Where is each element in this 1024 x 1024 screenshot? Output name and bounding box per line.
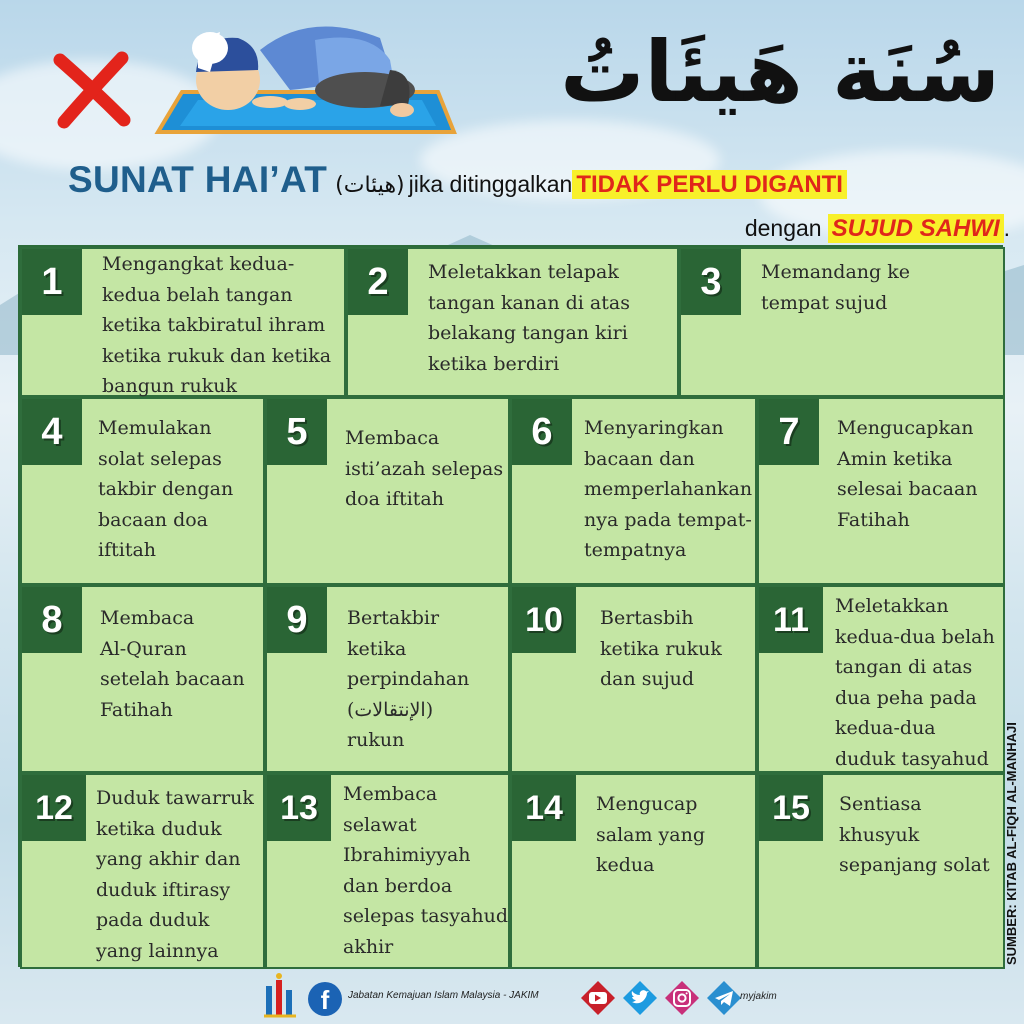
item-description-line: iftitah xyxy=(98,539,157,561)
item-description-line: Membaca xyxy=(343,783,438,805)
item-description-line: isti’azah selepas xyxy=(345,457,504,480)
subtitle-line-2 xyxy=(745,210,1010,249)
twitter-icon[interactable] xyxy=(622,980,658,1016)
sunat-item-10 xyxy=(510,585,757,773)
item-description xyxy=(345,423,503,515)
sunat-item-4 xyxy=(20,397,265,585)
item-description-line: doa iftitah xyxy=(345,488,444,510)
item-description-line: selepas tasyahud xyxy=(343,905,509,927)
sunat-item-12 xyxy=(20,773,265,969)
item-number-badge: 11 xyxy=(759,587,823,653)
item-description-line: yang akhir dan xyxy=(96,848,241,870)
item-description-line: tempat sujud xyxy=(761,291,888,314)
item-description xyxy=(98,413,233,566)
item-description xyxy=(100,603,245,725)
footer-handle: myjakim xyxy=(740,991,777,1002)
item-description-line: setelah bacaan xyxy=(100,668,245,690)
item-description-line: kedua belah tangan xyxy=(102,283,293,306)
item-description-line: Sentiasa xyxy=(839,793,922,815)
item-description-line: Menyaringkan xyxy=(584,417,724,439)
sunat-item-5 xyxy=(265,397,510,585)
item-description-line: ketika duduk xyxy=(96,817,222,840)
item-description xyxy=(96,783,254,966)
item-description-line: Al-Quran xyxy=(100,637,187,660)
item-description-line: khusyuk xyxy=(839,823,920,846)
item-description-line: Membaca xyxy=(100,607,195,629)
item-description-line: selesai bacaan xyxy=(837,478,978,500)
footer-org-name: Jabatan Kemajuan Islam Malaysia - JAKIM xyxy=(348,990,539,1001)
item-number-badge: 15 xyxy=(759,775,823,841)
item-description-line: Fatihah xyxy=(100,698,173,721)
item-description-line: Membaca xyxy=(345,427,440,449)
item-description-line: bacaan doa xyxy=(98,508,208,531)
item-description-line: Bertakbir xyxy=(347,607,440,629)
telegram-icon[interactable] xyxy=(706,980,742,1016)
item-description-line: dan berdoa xyxy=(343,874,453,897)
item-description-line: duduk tasyahud xyxy=(835,747,989,770)
item-description xyxy=(761,257,910,318)
item-description xyxy=(343,779,508,962)
sujud-boy-illustration xyxy=(140,10,460,140)
subtitle-arabic: (هيئات) xyxy=(335,173,405,198)
item-description-line: selawat xyxy=(343,813,417,836)
item-description xyxy=(584,413,752,566)
highlight-tidak-perlu-diganti: TIDAK PERLU DIGANTI xyxy=(572,170,847,199)
subtitle-line xyxy=(68,158,1012,209)
item-description-line: sepanjang solat xyxy=(839,854,990,876)
item-description-line: yang lainnya xyxy=(96,939,219,962)
item-number-badge: 14 xyxy=(512,775,576,841)
item-description-line: Bertasbih xyxy=(600,607,694,629)
item-description-line: Mengangkat kedua- xyxy=(102,253,295,275)
item-number-badge: 12 xyxy=(22,775,86,841)
item-description-line: perpindahan xyxy=(347,668,470,690)
item-description-line: ketika rukuk xyxy=(600,637,722,660)
sunat-item-6 xyxy=(510,397,757,585)
sunat-item-7 xyxy=(757,397,1005,585)
item-number-badge: 3 xyxy=(681,249,741,315)
sunat-item-3 xyxy=(679,247,1005,397)
item-description xyxy=(839,789,990,881)
item-description-line: Ibrahimiyyah xyxy=(343,844,471,866)
item-description-line: bacaan dan xyxy=(584,447,695,470)
item-description-line: Meletakkan telapak xyxy=(428,261,619,283)
jakim-logo xyxy=(262,972,298,1018)
subtitle-period: . xyxy=(1003,215,1010,241)
sunat-item-15 xyxy=(757,773,1005,969)
item-description-line: memperlahankan xyxy=(584,478,753,500)
subtitle-dengan: dengan xyxy=(744,215,822,241)
item-number-badge: 9 xyxy=(267,587,327,653)
item-description-line: ketika berdiri xyxy=(428,352,560,375)
sunat-item-13 xyxy=(265,773,510,969)
item-description xyxy=(837,413,978,535)
source-label: SUMBER: KITAB AL-FIQH AL-MANHAJI xyxy=(1004,722,1019,965)
item-description-line: bangun rukuk xyxy=(102,375,237,397)
item-description-line: Memandang ke xyxy=(761,261,910,283)
item-description-line: ketika xyxy=(347,637,407,660)
sunat-item-1 xyxy=(20,247,346,397)
item-number-badge: 6 xyxy=(512,399,572,465)
item-description-line: kedua-dua belah xyxy=(835,625,995,648)
item-number-badge: 7 xyxy=(759,399,819,465)
subtitle-text: jika ditinggalkan xyxy=(408,171,573,197)
highlight-sujud-sahwi: SUJUD SAHWI xyxy=(828,214,1004,243)
item-description-line: tangan di atas xyxy=(835,656,973,678)
sunat-item-11 xyxy=(757,585,1005,773)
item-description-line: Mengucapkan xyxy=(837,417,974,439)
item-description-line: Fatihah xyxy=(837,508,910,531)
item-description-line: dan sujud xyxy=(600,668,695,690)
item-description-line: nya pada tempat- xyxy=(584,508,752,531)
item-description-line: takbir dengan xyxy=(98,478,234,500)
item-description-line: akhir xyxy=(343,935,394,958)
item-description-line: duduk iftirasy xyxy=(96,878,231,901)
item-description-line: rukun xyxy=(347,729,405,751)
subtitle-main: SUNAT HAI’AT xyxy=(68,159,328,200)
item-description-line: (الإنتقالات) xyxy=(347,698,434,721)
youtube-icon[interactable] xyxy=(580,980,616,1016)
item-description-line: Meletakkan xyxy=(835,595,949,617)
item-description-line: tangan kanan di atas xyxy=(428,291,630,314)
item-number-badge: 1 xyxy=(22,249,82,315)
item-description-line: ketika rukuk dan ketika xyxy=(102,344,332,367)
instagram-icon[interactable] xyxy=(664,980,700,1016)
sunat-item-8 xyxy=(20,585,265,773)
sunat-item-9 xyxy=(265,585,510,773)
facebook-icon[interactable]: f xyxy=(308,982,342,1016)
item-description-line: Mengucap xyxy=(596,793,698,815)
item-number-badge: 2 xyxy=(348,249,408,315)
item-description-line: belakang tangan kiri xyxy=(428,322,628,344)
item-description-line: tempatnya xyxy=(584,539,687,561)
item-description xyxy=(428,257,630,379)
item-number-badge: 5 xyxy=(267,399,327,465)
item-description-line: salam yang xyxy=(596,823,705,846)
item-description-line: kedua xyxy=(596,854,655,876)
item-description-line: kedua-dua xyxy=(835,717,936,739)
sunat-item-2 xyxy=(346,247,679,397)
footer xyxy=(0,972,1024,1024)
item-description-line: Duduk tawarruk xyxy=(96,787,254,809)
arabic-title: سُنَة هَيئَاتُ xyxy=(560,23,1000,121)
item-description-line: solat selepas xyxy=(98,447,222,470)
item-description xyxy=(102,249,331,402)
item-description xyxy=(596,789,705,881)
item-number-badge: 10 xyxy=(512,587,576,653)
sunat-item-14 xyxy=(510,773,757,969)
item-description xyxy=(347,603,469,756)
item-number-badge: 4 xyxy=(22,399,82,465)
item-description xyxy=(600,603,722,695)
item-description-line: ketika takbiratul ihram xyxy=(102,314,326,336)
item-description-line: pada duduk xyxy=(96,909,210,931)
item-description-line: dua peha pada xyxy=(835,686,977,709)
cross-icon xyxy=(52,50,132,130)
sunat-haiat-grid xyxy=(18,245,1003,967)
item-description-line: Memulakan xyxy=(98,417,212,439)
item-description-line: Amin ketika xyxy=(837,447,953,470)
item-description xyxy=(835,591,995,774)
item-number-badge: 8 xyxy=(22,587,82,653)
item-number-badge: 13 xyxy=(267,775,331,841)
